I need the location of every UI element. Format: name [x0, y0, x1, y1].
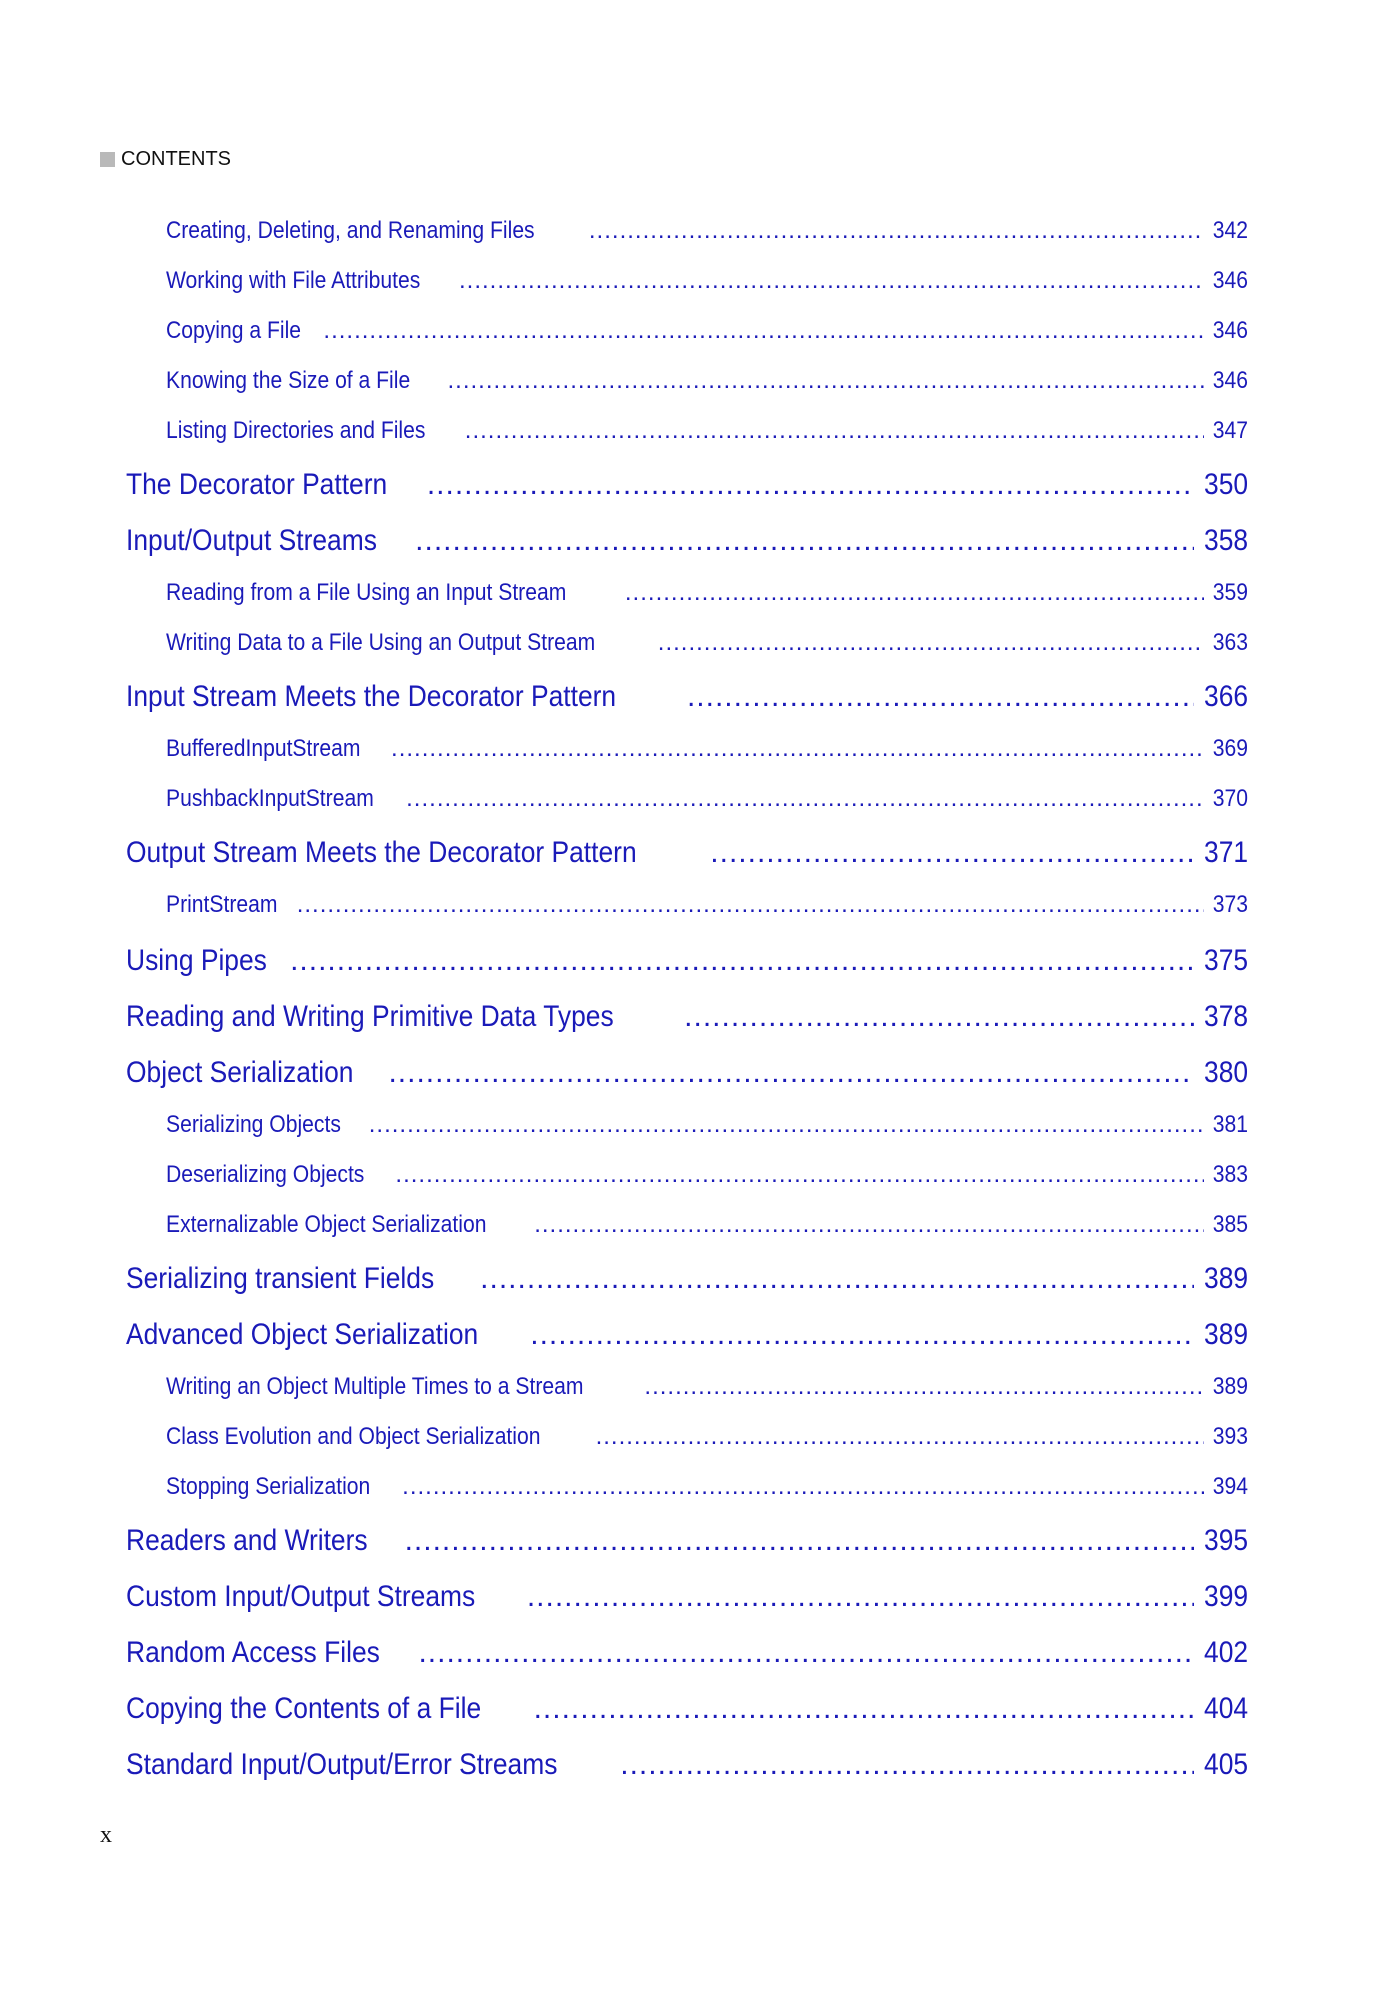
dot-leader: [710, 834, 1194, 872]
toc-entry[interactable]: [126, 1260, 1248, 1298]
dot-leader: [369, 1110, 1204, 1140]
dot-leader: [465, 416, 1204, 446]
dot-leader: [644, 1372, 1204, 1402]
toc-entry[interactable]: [126, 1522, 1248, 1560]
toc-entry[interactable]: [166, 316, 1248, 346]
toc-entry-page-number[interactable]: 358: [1203, 524, 1248, 557]
toc-entry-page-number[interactable]: 378: [1203, 1000, 1248, 1033]
toc-entry-title[interactable]: BufferedInputStream: [166, 735, 361, 762]
dot-leader: [290, 942, 1194, 980]
toc-entry-title[interactable]: PushbackInputStream: [166, 785, 374, 812]
toc-entry-page-number[interactable]: 370: [1212, 785, 1248, 812]
toc-entry-page-number[interactable]: 346: [1212, 367, 1248, 394]
dot-leader: [391, 734, 1204, 764]
toc-entry-title[interactable]: Writing Data to a File Using an Output Stream: [166, 629, 596, 656]
toc-entry-page-number[interactable]: 369: [1212, 735, 1248, 762]
toc-entry-title[interactable]: Deserializing Objects: [166, 1161, 365, 1188]
dot-leader: [297, 890, 1204, 920]
dot-leader: [405, 1522, 1194, 1560]
toc-entry[interactable]: [126, 1690, 1248, 1728]
toc-entry-page-number[interactable]: 385: [1212, 1211, 1248, 1238]
toc-entry-title[interactable]: Input Stream Meets the Decorator Pattern: [126, 680, 617, 713]
toc-entry-title[interactable]: PrintStream: [166, 891, 278, 918]
dot-leader: [418, 1634, 1193, 1672]
dot-leader: [589, 216, 1204, 246]
toc-entry-title[interactable]: Class Evolution and Object Serialization: [166, 1423, 541, 1450]
toc-entry[interactable]: [166, 890, 1248, 920]
toc-entry-page-number[interactable]: 399: [1203, 1580, 1248, 1613]
dot-leader: [448, 366, 1204, 396]
toc-entry-title[interactable]: Copying a File: [166, 317, 302, 344]
toc-entry[interactable]: [166, 366, 1248, 396]
dot-leader: [534, 1690, 1194, 1728]
toc-entry-page-number[interactable]: 346: [1212, 317, 1248, 344]
dot-leader: [402, 1472, 1204, 1502]
running-head-label: CONTENTS: [121, 148, 231, 170]
toc-entry-title[interactable]: Advanced Object Serialization: [126, 1318, 479, 1351]
toc-entry[interactable]: [166, 784, 1248, 814]
toc-entry-page-number[interactable]: 393: [1212, 1423, 1248, 1450]
dot-leader: [323, 316, 1204, 346]
running-head: [100, 148, 231, 171]
toc-entry-page-number[interactable]: 347: [1212, 417, 1248, 444]
toc-entry-page-number[interactable]: 404: [1203, 1692, 1248, 1725]
toc-entry-page-number[interactable]: 346: [1212, 267, 1248, 294]
toc-entry-title[interactable]: Reading and Writing Primitive Data Types: [126, 1000, 614, 1033]
dot-leader: [625, 578, 1204, 608]
toc-entry[interactable]: [166, 628, 1248, 658]
toc-entry-title[interactable]: Copying the Contents of a File: [126, 1692, 482, 1725]
toc-entry-title[interactable]: Creating, Deleting, and Renaming Files: [166, 217, 535, 244]
toc-entry-page-number[interactable]: 381: [1212, 1111, 1248, 1138]
toc-entry-page-number[interactable]: 342: [1212, 217, 1248, 244]
toc-entry-title[interactable]: Writing an Object Multiple Times to a Stream: [166, 1373, 584, 1400]
square-marker-icon: [100, 152, 115, 167]
toc-entry-page-number[interactable]: 375: [1203, 944, 1248, 977]
toc-entry[interactable]: [166, 1372, 1248, 1402]
toc-entry-title[interactable]: Knowing the Size of a File: [166, 367, 411, 394]
toc-entry-page-number[interactable]: 402: [1203, 1636, 1248, 1669]
toc-entry[interactable]: [126, 466, 1248, 504]
toc-entry[interactable]: [126, 678, 1248, 716]
toc-entry-title[interactable]: Object Serialization: [126, 1056, 354, 1089]
toc-entry[interactable]: [126, 998, 1248, 1036]
dot-leader: [684, 998, 1194, 1036]
toc-entry-title[interactable]: The Decorator Pattern: [126, 468, 388, 501]
toc-entry-title[interactable]: Reading from a File Using an Input Stream: [166, 579, 567, 606]
toc-entry-title[interactable]: Listing Directories and Files: [166, 417, 426, 444]
dot-leader: [406, 784, 1204, 814]
toc-entry-title[interactable]: Standard Input/Output/Error Streams: [126, 1748, 558, 1781]
toc-entry-page-number[interactable]: 366: [1203, 680, 1248, 713]
toc-entry-page-number[interactable]: 405: [1203, 1748, 1248, 1781]
toc-entry[interactable]: [166, 266, 1248, 296]
toc-entry[interactable]: [126, 834, 1248, 872]
toc-entry-title[interactable]: Custom Input/Output Streams: [126, 1580, 476, 1613]
toc-entry-page-number[interactable]: 380: [1203, 1056, 1248, 1089]
toc-entry-page-number[interactable]: 389: [1212, 1373, 1248, 1400]
toc-entry-page-number[interactable]: 383: [1212, 1161, 1248, 1188]
toc-entry-title[interactable]: Working with File Attributes: [166, 267, 421, 294]
toc-entry-title[interactable]: Readers and Writers: [126, 1524, 368, 1557]
dot-leader: [534, 1210, 1204, 1240]
toc-entry[interactable]: [126, 1746, 1248, 1784]
toc-entry-title[interactable]: Serializing Objects: [166, 1111, 341, 1138]
toc-entry[interactable]: [126, 1578, 1248, 1616]
toc-entry-page-number[interactable]: 371: [1203, 836, 1248, 869]
toc-entry[interactable]: [166, 416, 1248, 446]
toc-entry[interactable]: [166, 1210, 1248, 1240]
toc-entry-page-number[interactable]: 373: [1212, 891, 1248, 918]
toc-entry[interactable]: [126, 1634, 1248, 1672]
toc-entry-page-number[interactable]: 389: [1203, 1318, 1248, 1351]
toc-entry-page-number[interactable]: 359: [1212, 579, 1248, 606]
toc-entry-title[interactable]: Stopping Serialization: [166, 1473, 371, 1500]
dot-leader: [388, 1054, 1193, 1092]
toc-entry-title[interactable]: Using Pipes: [126, 944, 267, 977]
dot-leader: [596, 1422, 1204, 1452]
dot-leader: [620, 1746, 1194, 1784]
dot-leader: [658, 628, 1204, 658]
toc-entry-page-number[interactable]: 394: [1212, 1473, 1248, 1500]
toc-entry-page-number[interactable]: 389: [1203, 1262, 1248, 1295]
toc-entry-title[interactable]: Random Access Files: [126, 1636, 380, 1669]
toc-entry[interactable]: [166, 1160, 1248, 1190]
page-folio: x: [100, 1822, 112, 1848]
toc-entry-page-number[interactable]: 363: [1212, 629, 1248, 656]
dot-leader: [527, 1578, 1194, 1616]
toc-entry[interactable]: [166, 1110, 1248, 1140]
toc-entry-title[interactable]: Serializing transient Fields: [126, 1262, 435, 1295]
toc-entry-title[interactable]: Externalizable Object Serialization: [166, 1211, 487, 1238]
toc-entry-title[interactable]: Input/Output Streams: [126, 524, 377, 557]
dot-leader: [530, 1316, 1194, 1354]
toc-entry[interactable]: [126, 1054, 1248, 1092]
toc-entry-title[interactable]: Output Stream Meets the Decorator Pattern: [126, 836, 637, 869]
toc-entry[interactable]: [126, 522, 1248, 560]
dot-leader: [427, 466, 1194, 504]
toc-entry-page-number[interactable]: 395: [1203, 1524, 1248, 1557]
toc-entry[interactable]: [166, 1422, 1248, 1452]
toc-entry-page-number[interactable]: 350: [1203, 468, 1248, 501]
dot-leader: [415, 522, 1194, 560]
toc-entry[interactable]: [126, 942, 1248, 980]
dot-leader: [480, 1260, 1194, 1298]
toc-entry[interactable]: [166, 216, 1248, 246]
toc-entry[interactable]: [166, 1472, 1248, 1502]
toc-entry[interactable]: [126, 1316, 1248, 1354]
dot-leader: [395, 1160, 1204, 1190]
toc-entry[interactable]: [166, 734, 1248, 764]
dot-leader: [459, 266, 1204, 296]
toc-entry[interactable]: [166, 578, 1248, 608]
dot-leader: [687, 678, 1194, 716]
